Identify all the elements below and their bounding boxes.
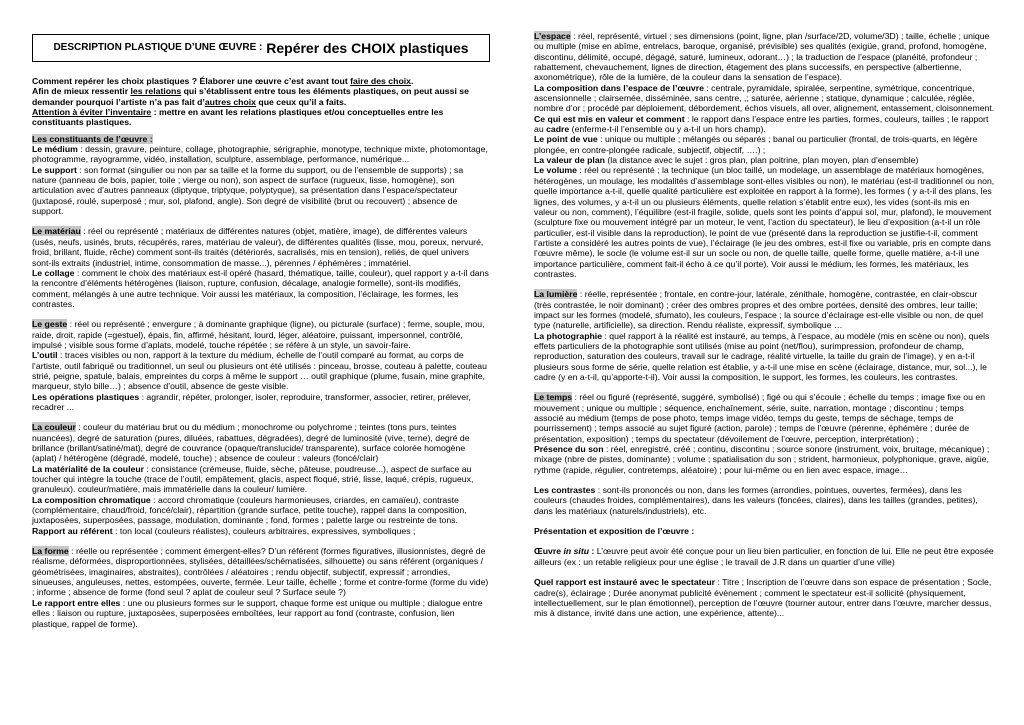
intro-paragraph: Comment repérer les choix plastiques ? Élaborer une œuvre c’est avant tout faire des choix. Afin de mieux ressentir les relations qui s’établissent entre tous les éléments plastiques, on peut aussi se demander pourquoi l’artiste n’a pas fait d’autres choix que ceux qu’il a faits. Attention à éviter l’inventaire : mettre en avant les relations plastiques et/ou conceptuelles entre les constituants plastiques. — [32, 76, 469, 128]
title-box — [32, 34, 490, 62]
forme-section: La forme : réelle ou représentée ; comment émergent-elles? D’un référent (formes figuratives, illusionnistes, degré de réalisme, déformées, disproportionnées, stylisées, détaillées/schématisées, silhouette) ou sans référent (organiques / géométrisées, imaginaires, abstraites), contrôlées / aléatoires ; rendu objectif, subjectif, expressif ; arrondies, sinueuses, anguleuses, nettes, estompées, ouverte, fermée. Leur taille, échelle ; forme et contre-forme (forme du vide) ; informe ; absence de forme (fond seul ? aplat de couleur seul ? Surface seule ?) Le rapport entre elles : une ou plusieurs formes sur le support, chaque forme est unique ou multiple ; dialogue entre elles : liaison ou rupture, juxtaposées, superposées emboîtées, leur rapport au fond (contraste, confusion, lien plastique, rappel de forme). — [32, 546, 489, 629]
in-situ-paragraph: Œuvre in situ : L’œuvre peut avoir été conçue pour un lieu bien particulier, en fonction de lui. Elle ne peut être exposée ailleurs (ex : un retable religieux pour une église ; le travail de J.R dans un quartier d’une ville) — [534, 546, 994, 567]
right-column — [534, 31, 995, 619]
contrastes-section: Les contrastes : sont-ils prononcés ou non, dans les formes (arrondies, pointues, ouvertes, fermées), dans les couleurs (chaudes froides, complémentaires), dans les valeurs (foncées, claires), dans les tailles (grandes, petites), dans les matériaux (naturels/industriels), etc. — [534, 485, 978, 516]
couleur-section: La couleur : couleur du matériau brut ou du médium ; monochrome ou polychrome ; teintes (tons purs, teintes nuancées), degré de saturation (pures, diluées, rabattues, dégradées), degré de luminosité (vive, terne), degré de brillance (brillant/satiné/mat), degré de couvrance (opaque/translucide/ transparente), surface colorée homogène (aplat) / hétérogène (dégradé, modelé, touche) ; absence de couleur : valeurs (foncé/clair) La matérialité de la couleur : consistance (crémeuse, fluide, sèche, pâteuse, poudreuse...), aspect de surface au toucher qui intègre la touche (trace de l’outil, empâtement, glacis, aspect floqué, strié, lisse, laqué, crépis, rugueux, granuleux). couleur/matière, mais immatérielle dans la couleur/ lumière. La composition chromatique : accord chromatique (couleurs harmonieuses, criardes, en camaïeu), contraste (complémentaire, chaud/froid, foncé/clair), répartition (grande surface, petite touche), rappel dans la composition, juxtaposées, superposées, passage, modulation, dominante ; fond, formes ; palette large ou restreinte de tons. Rapport au référent : ton local (couleurs réalistes), couleurs arbitraires, expressives, symboliques ; — [32, 422, 474, 536]
constituants-heading: Les constituants de l’œuvre : — [32, 133, 153, 144]
lumiere-section: La lumière : réelle, représentée ; frontale, en contre-jour, latérale, zénithale, homogène, contrastée, en clair-obscur (très contrastée, le noir dominant) ; créer des ombres propres et des ombre portées, densité des ombres, leur taille; impact sur les formes (modelé, sfumato), les couleurs, l’espace ; la source d’éclairage est-elle visible ou non, de quel type (naturelle, artificielle), sa direction. Rendu réaliste, expressif, symbolique … La photographie : quel rapport à la réalité est instauré, au temps, à l’espace, au modèle (mis en scène ou non), quels effets particuliers de la photographie sont utilisés (mise au point (net/flou), surimpression, profondeur de champ, reproduction, saturation des couleurs, travail sur le cadrage, réalité virtuelle, la taille du grain de l’image), y en a-t-il plusieurs sous forme de série, quelle relation est établie, y a-t-il une mise en scène (éclairage, distance, mur, sol...), le cadre (y en a-t-il, qu’apporte-t-il). Voir aussi la composition, le support, les formes, les couleurs, les contrastes. — [534, 289, 990, 382]
title-main: Repérer des CHOIX plastiques — [266, 39, 469, 56]
left-column — [32, 30, 490, 629]
materiau-section: Le matériau : réel ou représenté ; matériaux de différentes natures (objet, matière, image), de différentes valeurs (usés, neufs, usinés, bruts, récupérés, rares, matériau de valeur), de différentes qualités (lisse, mou, poreux, nervuré, froid, brillant, fluide, rêche) comment sont-ils traités (détériorés, sacralisés, mis en tension), reliés, de quel univers sont-ils extraits (industriel, intime, consommation de masse...), pérennes / éphémères ; immatériel. Le collage : comment le choix des matériaux est-il opéré (hasard, thématique, taille, couleur), quel rapport y a-t-il dans la rencontre d’éléments hétérogènes (liaison, rupture, confusion, décalage, analogie formelle), sont-ils modifiés, comment, mélangés à une autre technique. Voir aussi les matériaux, la composition, l’éclairage, les formes, les contrastes. — [32, 226, 489, 309]
constituants-section: Les constituants de l’œuvre : Le médium : dessin, gravure, peinture, collage, photographie, sérigraphie, monotype, technique mixte, photomontage, photogramme, rayogramme, vidéo, installation, sculpture, assemblage, performance, numérique... Le support : son format (singulier ou non par sa taille et la forme du support, ou de l’ensemble de supports) ; sa nature (panneau de bois, papier, toile ; vierge ou non), son aspect de surface (rugueux, lisse, homogène), son articulation avec d’autres panneaux (diptyque, triptyque, polyptyque), sa présentation dans l’espace/spectateur (juxtaposé, roulé, superposé ; mur, sol, plafond, angle). Son degré de visibilité (brut ou recouvert) ; absence de support. — [32, 133, 488, 217]
temps-section: Le temps : réel ou figuré (représenté, suggéré, symbolisé) ; figé ou qui s’écoule ; échelle du temps ; image fixe ou en mouvement ; unique ou multiple ; séquence, enchaînement, série, suite, narration, montage ; discontinu ; temps associé au médium (temps de pose photo, temps image vidéo, temps du geste, temps de séchage, temps de pourrissement) ; temps associé au sujet figuré (action, parole) ; temps de l’œuvre (pérenne, éphémère ; durée de présentation, exposition) ; temps du spectateur (dévoilement de l’œuvre, perception, interprétation) ; Présence du son : réel, enregistré, créé ; continu, discontinu ; source sonore (instrument, voix, bruitage, mécanique) ; mixage (nbre de pistes, dominante) ; volume ; spatialisation du son ; strident, harmonieux, polyphonique, grave, aigüe, rythme (rapide, régulier, contretemps, aléatoire) ; pour lui-même ou en lien avec espace, image… — [534, 392, 990, 475]
presentation-heading: Présentation et exposition de l’œuvre : — [534, 526, 695, 537]
spectateur-paragraph: Quel rapport est instauré avec le spectateur : Titre ; Inscription de l’œuvre dans son espace de présentation ; Socle, cadre(s), éclairage ; Durée anonymat publicité évènement ; comment le spectateur est-il sollicité (physiquement, intellectuellement, sur le plan émotionnel), perception de l’œuvre (tourner autour, entrer dans l’œuvre, marcher dessus, mis à distance, invité dans une action, une expérience, attente)... — [534, 577, 992, 619]
espace-section: L’espace : réel, représenté, virtuel ; ses dimensions (point, ligne, plan /surface/2D, volume/3D) ; taille, échelle ; unique ou multiple (mise en abîme, entrelacs, baroque, organisé, prévisible) ses qualités (exigüe, grand, profond, homogène, discontinu, délimité, occupé, dégagé, saturé, lumineux, odorant…) ; la traduction de l’espace (planéité, profondeur ; rabattement, chevauchement, lignes de direction, étagement des plans successifs, en perspective (albertienne, axonométrique), rôle de la lumière, de la couleur dans la sensation de l’espace). La composition dans l’espace de l’œuvre : centrale, pyramidale, spiralée, serpentine, symétrique, concentrique, ascensionnelle ; clairsemée, disséminée, sans centre, ,; saturée, aérienne ; statique, dynamique ; calculée, réglée, nombre d’or ; procédé par déploiement, débordement, échos visuels, all over, alignement, entassement, cloisonnement. Ce qui est mis en valeur et comment : le rapport dans l’espace entre les parties, formes, couleurs, tailles ; le rapport au cadre (enferme-t-il l’ensemble ou y a-t-il un hors champ). Le point de vue : unique ou multiple ; mélangés ou séparés ; banal ou particulier (frontal, de trois-quarts, en légère plongée, en contre-plongée radicale, subjectif, objectif, ….) ; La valeur de plan (la distance avec le sujet : gros plan, plan poitrine, plan moyen, plan d’ensemble) Le volume : réel ou représenté ; la technique (un bloc taillé, un modelage, un assemblage de matériaux homogènes, hétérogènes, un moulage, les modalités d’assemblage sont-elles visibles ou non), le matériau (est-il traditionnel ou non, quelle importance a-t-il, quelle qualité particulière est exploitée en rapport à la forme), les formes ( y a-t-il des plans, les lignes, des volumes, y a-t-il un ou plusieurs éléments, quelle relation s’établit entre eux), les vides (sont-ils mis en valeur ou non, comment), l’équilibre (est-il fragile, solide, quels sont les points d’appui sol, mur, plafond), le mouvement (sculpture fixe ou mouvement intégré par un moteur, le vent, l’action du spectateur), le lieu d’exposition (a-t-il un rôle particulier, est-il visible dans la reproduction), le point de vue (présenté dans la reproduction se justifie-t-il, comment l’artiste a considéré les autres points de vue), l’éclairage (le jeu des ombres, est-il fixe ou variable, pris en compte dans l’œuvre même), le socle (le volume est-il sur un socle ou non, de quelle taille, quelle forme, quelle matière, a-t-il une importance particulière, comment fait-il écho à ce qu’il porte). Voir aussi le médium, les formes, les matériaux, les contrastes. — [534, 31, 995, 279]
title-prefix: DESCRIPTION PLASTIQUE D’UNE ŒUVRE : — [53, 41, 263, 53]
geste-section: Le geste : réel ou représenté ; envergure ; à dominante graphique (ligne), ou picturale (surface) ; ferme, souple, mou, raide, droit, rapide (=gestuel), épais, fin, affirmé, hésitant, lourd, léger, aléatoire, puissant, impersonnel, contrôlé, impulsé ; visible sous forme d’aplats, modelé, touche répétée ; se réfère à un style, un savoir-faire. L’outil : traces visibles ou non, rapport à la texture du médium, échelle de l’outil comparé au format, au corps de l’artiste, outil fabriqué ou traditionnel, un seul ou plusieurs ont été utilisés : pinceau, brosse, couteau à palette, couteau strié, peigne, spatule, balais, empreintes du corps à même le support … outil graphique (plume, fusain, mine graphite, marqueur, stylo bille…) ; absence d’outil, absence de geste visible. Les opérations plastiques : agrandir, répéter, prolonger, isoler, reproduire, transformer, associer, retirer, prélever, recadrer ... — [32, 319, 487, 412]
